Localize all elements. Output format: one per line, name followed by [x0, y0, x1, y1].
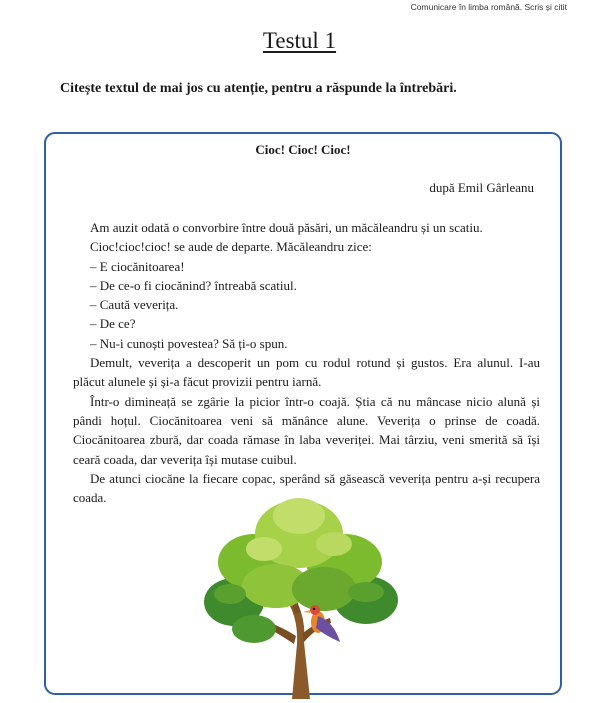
page-title: Testul 1 [262, 28, 337, 53]
story-paragraph: De atunci ciocăne la fiecare copac, sperând să găsească veverița pentru a-și recupera coada. [73, 470, 540, 506]
dialog-line: – E ciocănitoarea! [90, 258, 185, 274]
instruction-text: Citește textul de mai jos cu atenție, pentru a răspunde la întrebări. [60, 81, 457, 96]
dialog-line: – Nu-i cunoști povestea? Să ți-o spun. [90, 335, 288, 351]
dialog-line: – Caută veverița. [90, 297, 179, 313]
header-subject-note: Comunicare în limba română. Scris și citit [410, 2, 567, 12]
story-body [73, 218, 540, 507]
tree-illustration [194, 494, 404, 699]
reading-text-box [44, 132, 562, 695]
story-author: după Emil Gârleanu [429, 180, 534, 195]
dialog-line: – De ce? [90, 316, 136, 332]
story-paragraph: Demult, veverița a descoperit un pom cu rodul rotund și gustos. Era alunul. I-au plăcut alunele și și-a făcut provizii pentru iarnă. [73, 355, 540, 390]
story-paragraph: Am auzit odată o convorbire între două păsări, un măcăleandru și un scatiu. [90, 220, 483, 235]
story-paragraph: Într-o dimineață se zgârie la picior într-o coajă. Știa că nu mâncase nicio alună și pândi hoțul. Ciocănitoarea veni să mănânce alune. Veverița o prinse de coadă. Ciocănitoarea zburǎ, dar coada rămase în laba veveriței. Mai târziu, veni smerită să își ceară coada, dar veverița își mutase cuibul. [73, 393, 540, 467]
story-title: Cioc! Cioc! Cioc! [255, 142, 351, 157]
story-paragraph: Cioc!cioc!cioc! se aude de departe. Măcăleandru zice: [90, 239, 372, 255]
dialog-line: – De ce-o fi ciocănind? întreabă scatiul. [90, 277, 297, 293]
